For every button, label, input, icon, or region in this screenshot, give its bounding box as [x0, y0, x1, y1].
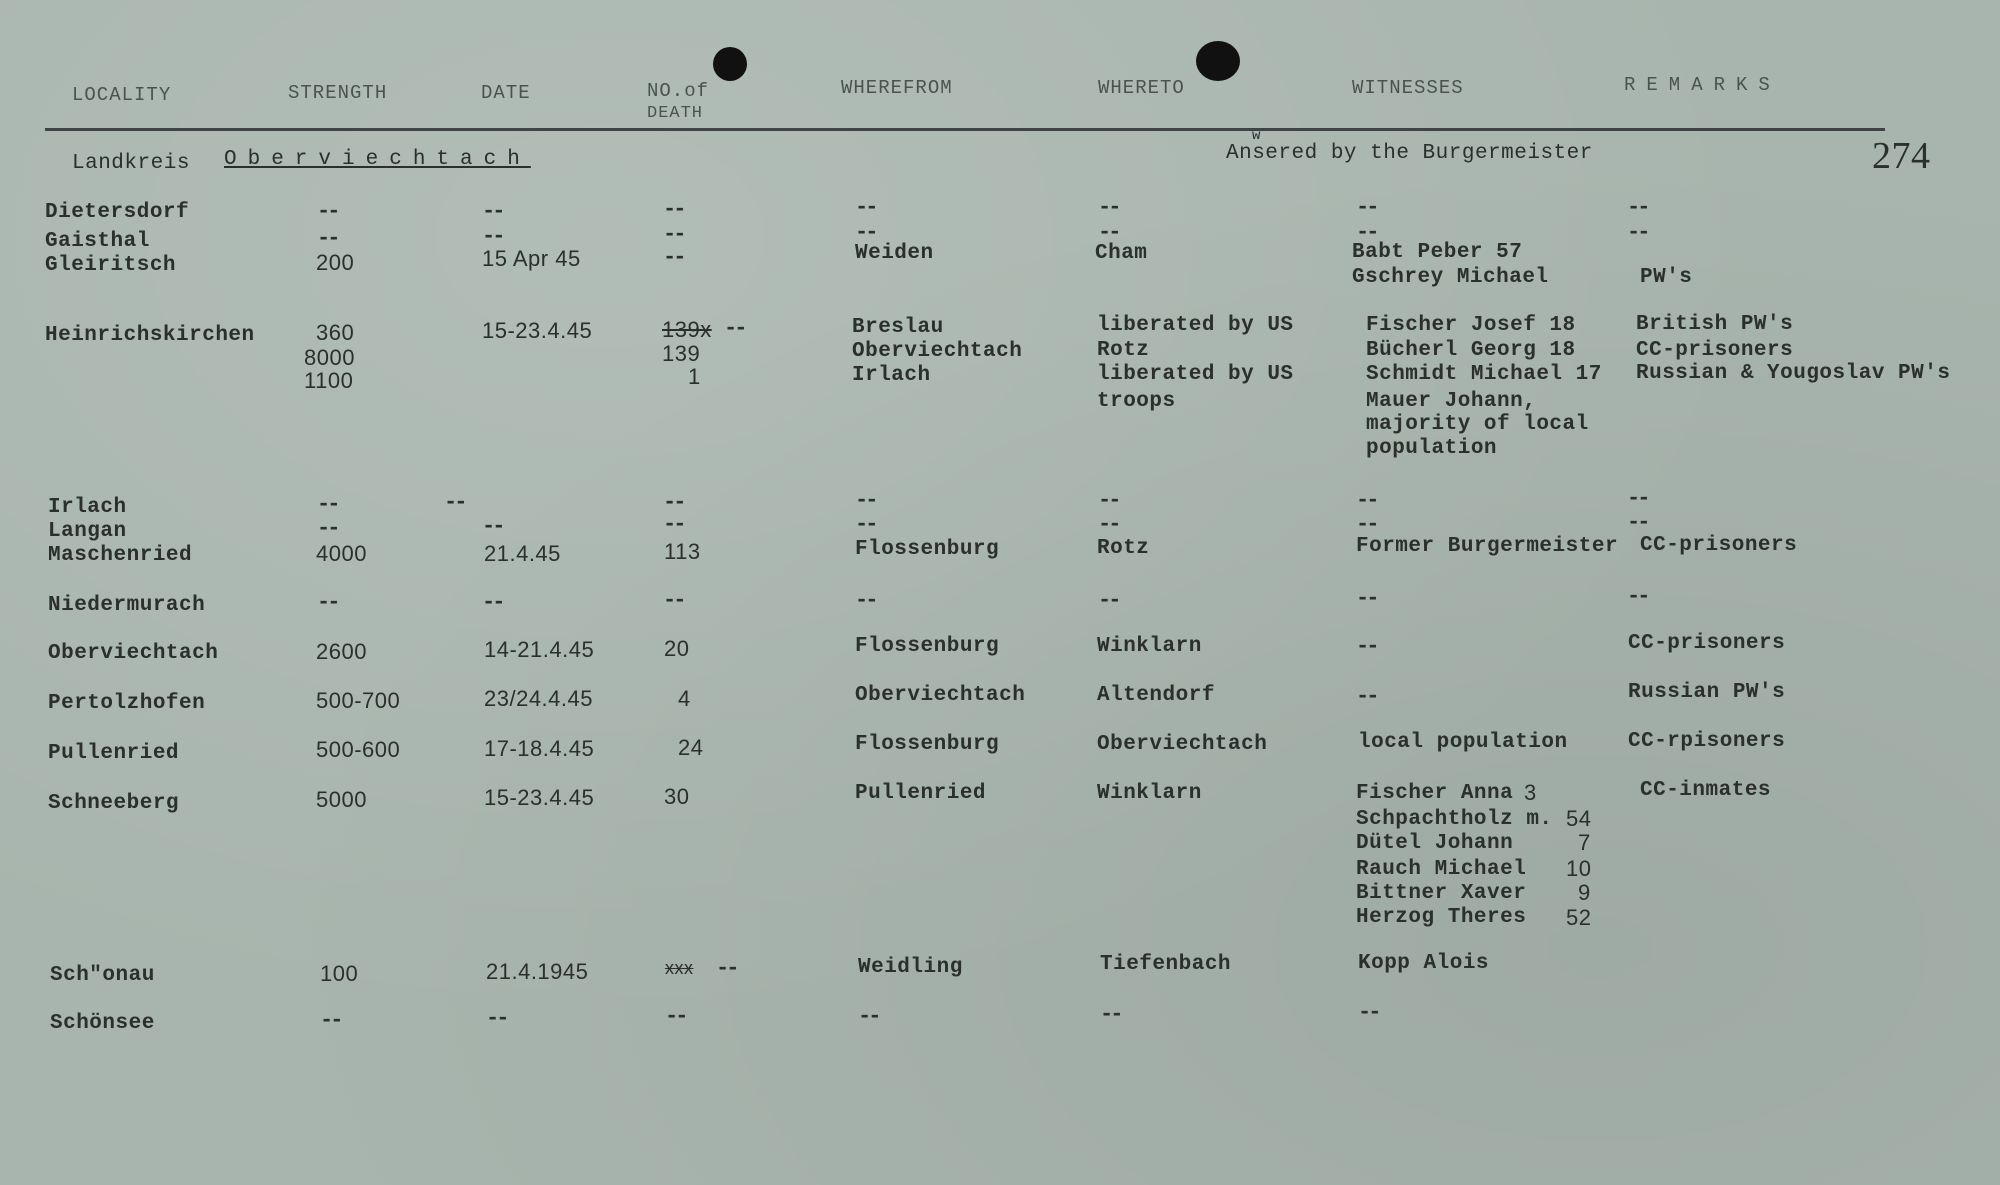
irlach-strength: --: [317, 492, 338, 517]
header-witnesses: WITNESSES: [1352, 77, 1464, 99]
pertolzhofen-date: 23/24.4.45: [484, 686, 593, 711]
schoenau-deaths: xxx: [665, 958, 694, 978]
heinrichskirchen-remarks-3: Russian & Yougoslav PW's: [1636, 362, 1951, 385]
schneeberg-witness-3-num: 7: [1578, 830, 1591, 855]
locality-schneeberg: Schneeberg: [48, 792, 180, 815]
locality-pullenried: Pullenried: [48, 742, 180, 765]
maschenried-wherefrom: Flossenburg: [855, 538, 1000, 561]
heinrichskirchen-witness-3: Schmidt Michael 17: [1366, 363, 1602, 386]
locality-heinrichskirchen: Heinrichskirchen: [45, 324, 255, 347]
schneeberg-witness-2: Schpachtholz m.: [1356, 808, 1553, 831]
dietersdorf-wherefrom: --: [855, 195, 876, 220]
locality-schoenau: Sch"onau: [50, 964, 155, 987]
maschenried-strength: 4000: [316, 541, 367, 566]
gaisthal-wherefrom: --: [855, 220, 876, 245]
gaisthal-strength: --: [317, 226, 338, 251]
locality-irlach: Irlach: [48, 496, 127, 519]
langan-remarks: --: [1627, 510, 1648, 535]
pullenried-witness: local population: [1358, 731, 1568, 754]
schneeberg-strength: 5000: [316, 787, 367, 812]
heinrichskirchen-witness-5: majority of local: [1366, 413, 1589, 436]
heinrichskirchen-wherefrom-2: Oberviechtach: [852, 340, 1023, 363]
pertolzhofen-strength: 500-700: [316, 688, 401, 713]
heinrichskirchen-deaths-3: 1: [688, 364, 701, 389]
irlach-witnesses: --: [1356, 488, 1377, 513]
dietersdorf-witnesses: --: [1356, 195, 1377, 220]
gleiritsch-whereto: Cham: [1095, 242, 1148, 265]
heinrichskirchen-strength-3: 1100: [304, 368, 354, 393]
pullenried-strength: 500-600: [316, 737, 401, 762]
dietersdorf-deaths: --: [663, 197, 684, 222]
schneeberg-deaths: 30: [664, 784, 690, 809]
schoenau-whereto: Tiefenbach: [1100, 953, 1232, 976]
heinrichskirchen-witness-6: population: [1366, 437, 1498, 460]
heinrichskirchen-witness-4: Mauer Johann,: [1366, 390, 1537, 413]
heinrichskirchen-deaths-dash: --: [724, 316, 745, 341]
pertolzhofen-deaths: 4: [678, 686, 691, 711]
maschenried-deaths: 113: [664, 539, 701, 564]
header-no-of-death-2: DEATH: [647, 104, 704, 123]
pullenried-wherefrom: Flossenburg: [855, 733, 1000, 756]
niedermurach-date: --: [482, 590, 503, 615]
schoensee-witnesses: --: [1358, 1000, 1379, 1025]
heinrichskirchen-strength-1: 360: [316, 320, 355, 345]
schneeberg-witness-4: Rauch Michael: [1356, 858, 1527, 881]
schoensee-strength: --: [320, 1008, 341, 1033]
locality-niedermurach: Niedermurach: [48, 594, 206, 617]
heinrichskirchen-deaths-1: 139x: [662, 317, 712, 342]
schneeberg-witness-4-num: 10: [1566, 856, 1592, 881]
niedermurach-strength: --: [317, 590, 338, 615]
gleiritsch-deaths: --: [663, 245, 684, 270]
gleiritsch-witness-1: Babt Peber 57: [1352, 241, 1523, 264]
heinrichskirchen-strength-2: 8000: [304, 345, 355, 370]
heinrichskirchen-remarks-1: British PW's: [1636, 313, 1794, 336]
schoenau-strength: 100: [320, 961, 359, 986]
pullenried-date: 17-18.4.45: [484, 736, 595, 761]
schneeberg-witness-6: Herzog Theres: [1356, 906, 1527, 929]
locality-dietersdorf: Dietersdorf: [45, 201, 190, 224]
niedermurach-witnesses: --: [1356, 586, 1377, 611]
heinrichskirchen-witness-2: Bücherl Georg 18: [1366, 339, 1576, 362]
locality-gaisthal: Gaisthal: [45, 230, 150, 253]
gaisthal-remarks: --: [1627, 220, 1648, 245]
heinrichskirchen-whereto-4: troops: [1097, 390, 1176, 413]
locality-langan: Langan: [48, 520, 127, 543]
pullenried-deaths: 24: [678, 735, 704, 760]
oberviechtach-whereto: Winklarn: [1097, 635, 1202, 658]
langan-witnesses: --: [1356, 512, 1377, 537]
niedermurach-remarks: --: [1627, 584, 1648, 609]
oberviechtach-remarks: CC-prisoners: [1628, 632, 1786, 655]
header-whereto: WHERETO: [1098, 77, 1185, 99]
gleiritsch-remarks: PW's: [1640, 266, 1693, 289]
gleiritsch-wherefrom: Weiden: [855, 242, 934, 265]
langan-strength: --: [317, 516, 338, 541]
oberviechtach-date: 14-21.4.45: [484, 637, 595, 662]
pertolzhofen-wherefrom: Oberviechtach: [855, 684, 1026, 707]
langan-date: --: [482, 514, 503, 539]
langan-whereto: --: [1098, 512, 1119, 537]
niedermurach-deaths: --: [663, 588, 684, 613]
schoensee-wherefrom: --: [858, 1004, 879, 1029]
oberviechtach-wherefrom: Flossenburg: [855, 635, 1000, 658]
landkreis-label: Landkreis: [72, 152, 190, 175]
heinrichskirchen-whereto-1: liberated by US: [1097, 314, 1294, 337]
locality-gleiritsch: Gleiritsch: [45, 254, 177, 277]
maschenried-whereto: Rotz: [1097, 537, 1150, 560]
punch-hole-left: [713, 47, 747, 81]
irlach-date: --: [444, 490, 465, 515]
schneeberg-witness-3: Dütel Johann: [1356, 832, 1514, 855]
schoenau-deaths-dash: --: [716, 956, 737, 981]
punch-hole-right: [1196, 41, 1240, 81]
schneeberg-witness-1-num: 3: [1524, 780, 1537, 805]
dietersdorf-whereto: --: [1098, 195, 1119, 220]
gaisthal-witnesses: --: [1356, 220, 1377, 245]
pullenried-remarks: CC-rpisoners: [1628, 730, 1786, 753]
maschenried-remarks: CC-prisoners: [1640, 534, 1798, 557]
schoenau-date: 21.4.1945: [486, 959, 589, 984]
schneeberg-witness-2-num: 54: [1566, 806, 1592, 831]
niedermurach-wherefrom: --: [855, 588, 876, 613]
gleiritsch-date: 15 Apr 45: [482, 246, 581, 271]
header-strength: STRENGTH: [288, 82, 388, 104]
pullenried-whereto: Oberviechtach: [1097, 733, 1268, 756]
header-remarks: REMARKS: [1624, 74, 1781, 96]
maschenried-witness: Former Burgermeister: [1356, 535, 1619, 558]
schneeberg-witness-1: Fischer Anna: [1356, 782, 1514, 805]
gleiritsch-strength: 200: [316, 250, 355, 275]
schneeberg-witness-5-num: 9: [1578, 880, 1591, 905]
locality-pertolzhofen: Pertolzhofen: [48, 692, 206, 715]
dietersdorf-strength: --: [317, 199, 338, 224]
schneeberg-date: 15-23.4.45: [484, 785, 595, 810]
landkreis-name: Oberviechtach: [224, 148, 531, 171]
heinrichskirchen-remarks-2: CC-prisoners: [1636, 339, 1794, 362]
gaisthal-deaths: --: [663, 222, 684, 247]
header-wherefrom: WHEREFROM: [841, 77, 953, 99]
heinrichskirchen-wherefrom-1: Breslau: [852, 316, 944, 339]
gaisthal-date: --: [482, 224, 503, 249]
heinrichskirchen-whereto-2: Rotz: [1097, 339, 1150, 362]
schneeberg-witness-6-num: 52: [1566, 905, 1592, 930]
oberviechtach-deaths: 20: [664, 636, 690, 661]
heinrichskirchen-wherefrom-3: Irlach: [852, 364, 931, 387]
oberviechtach-strength: 2600: [316, 639, 367, 664]
heinrichskirchen-date: 15-23.4.45: [482, 318, 593, 343]
irlach-whereto: --: [1098, 488, 1119, 513]
schneeberg-remarks: CC-inmates: [1640, 779, 1772, 802]
irlach-remarks: --: [1627, 486, 1648, 511]
answer-note: Ansered by the Burgermeister: [1226, 142, 1593, 165]
maschenried-date: 21.4.45: [484, 541, 561, 566]
dietersdorf-date: --: [482, 199, 503, 224]
irlach-wherefrom: --: [855, 488, 876, 513]
schneeberg-witness-5: Bittner Xaver: [1356, 882, 1527, 905]
answer-note-correction: w: [1252, 128, 1261, 144]
schneeberg-whereto: Winklarn: [1097, 782, 1202, 805]
schoenau-wherefrom: Weidling: [858, 956, 963, 979]
header-date: DATE: [481, 82, 531, 104]
niedermurach-whereto: --: [1098, 588, 1119, 613]
page-number: 274: [1872, 135, 1931, 177]
oberviechtach-witnesses: --: [1356, 634, 1377, 659]
gaisthal-whereto: --: [1098, 220, 1119, 245]
irlach-deaths: --: [663, 490, 684, 515]
schneeberg-wherefrom: Pullenried: [855, 782, 987, 805]
dietersdorf-remarks: --: [1627, 195, 1648, 220]
pertolzhofen-whereto: Altendorf: [1097, 684, 1215, 707]
pertolzhofen-remarks: Russian PW's: [1628, 681, 1786, 704]
header-no-of-death: NO.of: [647, 80, 710, 102]
heinrichskirchen-deaths-2: 139: [662, 341, 701, 366]
locality-maschenried: Maschenried: [48, 544, 193, 567]
pertolzhofen-witnesses: --: [1356, 684, 1377, 709]
langan-deaths: --: [663, 512, 684, 537]
header-rule: [45, 128, 1885, 131]
heinrichskirchen-witness-1: Fischer Josef 18: [1366, 314, 1576, 337]
schoenau-witness: Kopp Alois: [1358, 952, 1490, 975]
schoensee-deaths: --: [665, 1004, 686, 1029]
locality-oberviechtach: Oberviechtach: [48, 642, 219, 665]
locality-schoensee: Schönsee: [50, 1012, 155, 1035]
schoensee-whereto: --: [1100, 1002, 1121, 1027]
langan-wherefrom: --: [855, 512, 876, 537]
heinrichskirchen-whereto-3: liberated by US: [1097, 363, 1294, 386]
schoensee-date: --: [486, 1006, 507, 1031]
gleiritsch-witness-2: Gschrey Michael: [1352, 266, 1549, 289]
header-locality: LOCALITY: [72, 84, 172, 106]
